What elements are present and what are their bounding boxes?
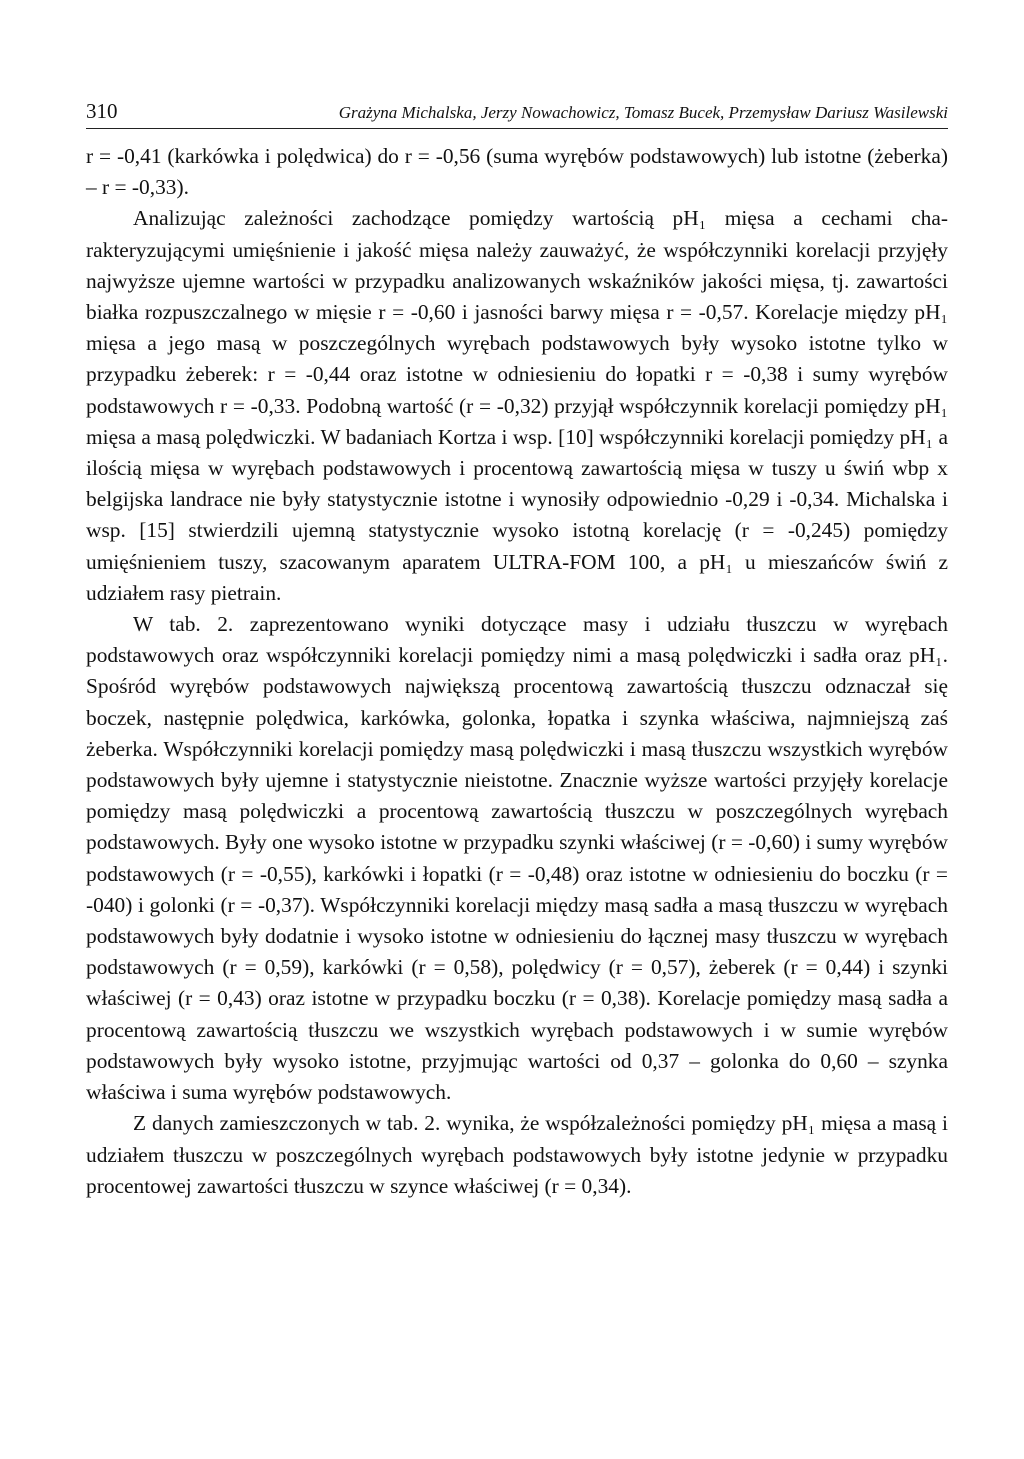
paragraph-ph1-correlations: Analizując zależności zachodzące pomiędzy wartością pH₁ mięsa a cechami charakteryzującymi umięśnienie i jakość mięsa należy zauważyć, że współczynniki korelacji przyjęły najwyższe ujemne wartości w przypadku analizowanych wskaźników jakości mięsa, tj. zawartości białka rozpuszczalnego w mięsie r = -0,60 i jasności barwy mięsa r = -0,57. Korelacje między pH₁ mięsa a jego masą w poszczególnych wyrębach podstawowych były wysoko istotne tylko w przypadku żeberek: r = -0,44 oraz istotne w odniesieniu do łopatki r = -0,38 i sumy wyrębów podstawowych r = -0,33. Podobną wartość (r = -0,32) przyjął współczynnik korelacji pomiędzy pH₁ mięsa a masą polędwiczki. W badaniach Kortza i wsp. [10] współczynniki korelacji pomiędzy pH₁ a ilością mięsa w wyrębach podstawowych i procentową zawartością mięsa w tuszy u świń wbp x belgijska landrace nie były statystycznie istotne i wynosiły odpowiednio -0,29 i -0,34. Michalska i wsp. [15] stwierdzili ujemną statystycznie wysoko istotną korelację (r = -0,245) pomiędzy umięśnieniem tuszy, szacowanym aparatem ULTRA-FOM 100, a pH₁ u mieszańców świń z udziałem rasy pietrain. <box>86 206 948 605</box>
paragraph-fat-correlations: W tab. 2. zaprezentowano wyniki dotyczące masy i udziału tłuszczu w wyrębach podstawowych oraz współczynniki korelacji pomiędzy nimi a masą polędwiczki i sadła oraz pH₁. Spośród wyrębów podstawowych największą procentową zawartością tłuszczu odznaczał się boczek, następnie polędwica, karkówka, golonka, łopatka i szynka właściwa, najmniejszą zaś żeberka. Współczynniki korelacji pomiędzy masą polędwiczki i masą tłuszczu wszystkich wyrębów podstawowych były ujemne i statystycznie nieistotne. Znacznie wyższe wartości przyjęły korelacje pomiędzy masą polędwiczki a procentową zawartością tłuszczu w poszczególnych wyrębach podstawowych. Były one wysoko istotne w przypadku szynki właściwej (r = -0,60) i sumy wyrębów podstawowych (r = -0,55), karkówki i łopatki (r = -0,48) oraz istotne w odniesieniu do boczku (r = -040) i golonki (r = -0,37). Współczynniki korelacji między masą sadła a masą tłuszczu w wyrębach podstawowych były dodatnie i wysoko istotne w odniesieniu do łącznej masy tłuszczu w wyrębach podstawowych (r = 0,59), karkówki (r = 0,58), polędwicy (r = 0,57), żeberek (r = 0,44) i szynki właściwej (r = 0,43) oraz istotne w przypadku boczku (r = 0,38). Korelacje pomiędzy masą sadła a procentową zawartością tłuszczu we wszystkich wyrębach podstawowych i w sumie wyrębów podstawowych były wysoko istotne, przyjmując wartości od 0,37 – golonka do 0,60 – szynka właściwa i suma wyrębów podstawowych. <box>86 612 948 1105</box>
paragraph-continuation: r = -0,41 (karkówka i polędwica) do r = -0,56 (suma wyrębów podstawowych) lub istotne (żeberka) – r = -0,33). <box>86 144 948 200</box>
body-text <box>86 141 948 1202</box>
running-header <box>86 99 948 124</box>
paragraph-conclusion: Z danych zamieszczonych w tab. 2. wynika, że współzależności pomiędzy pH₁ mięsa a masą i udziałem tłuszczu w poszczególnych wyrębach podstawowych były istotne jedynie w przypadku procentowej zawartości tłuszczu w szynce właściwej (r = 0,34). <box>86 1111 948 1198</box>
running-header-authors: Grażyna Michalska, Jerzy Nowachowicz, Tomasz Bucek, Przemysław Dariusz Wasilewski <box>338 103 948 122</box>
header-rule <box>86 128 948 129</box>
page-number: 310 <box>86 99 118 123</box>
